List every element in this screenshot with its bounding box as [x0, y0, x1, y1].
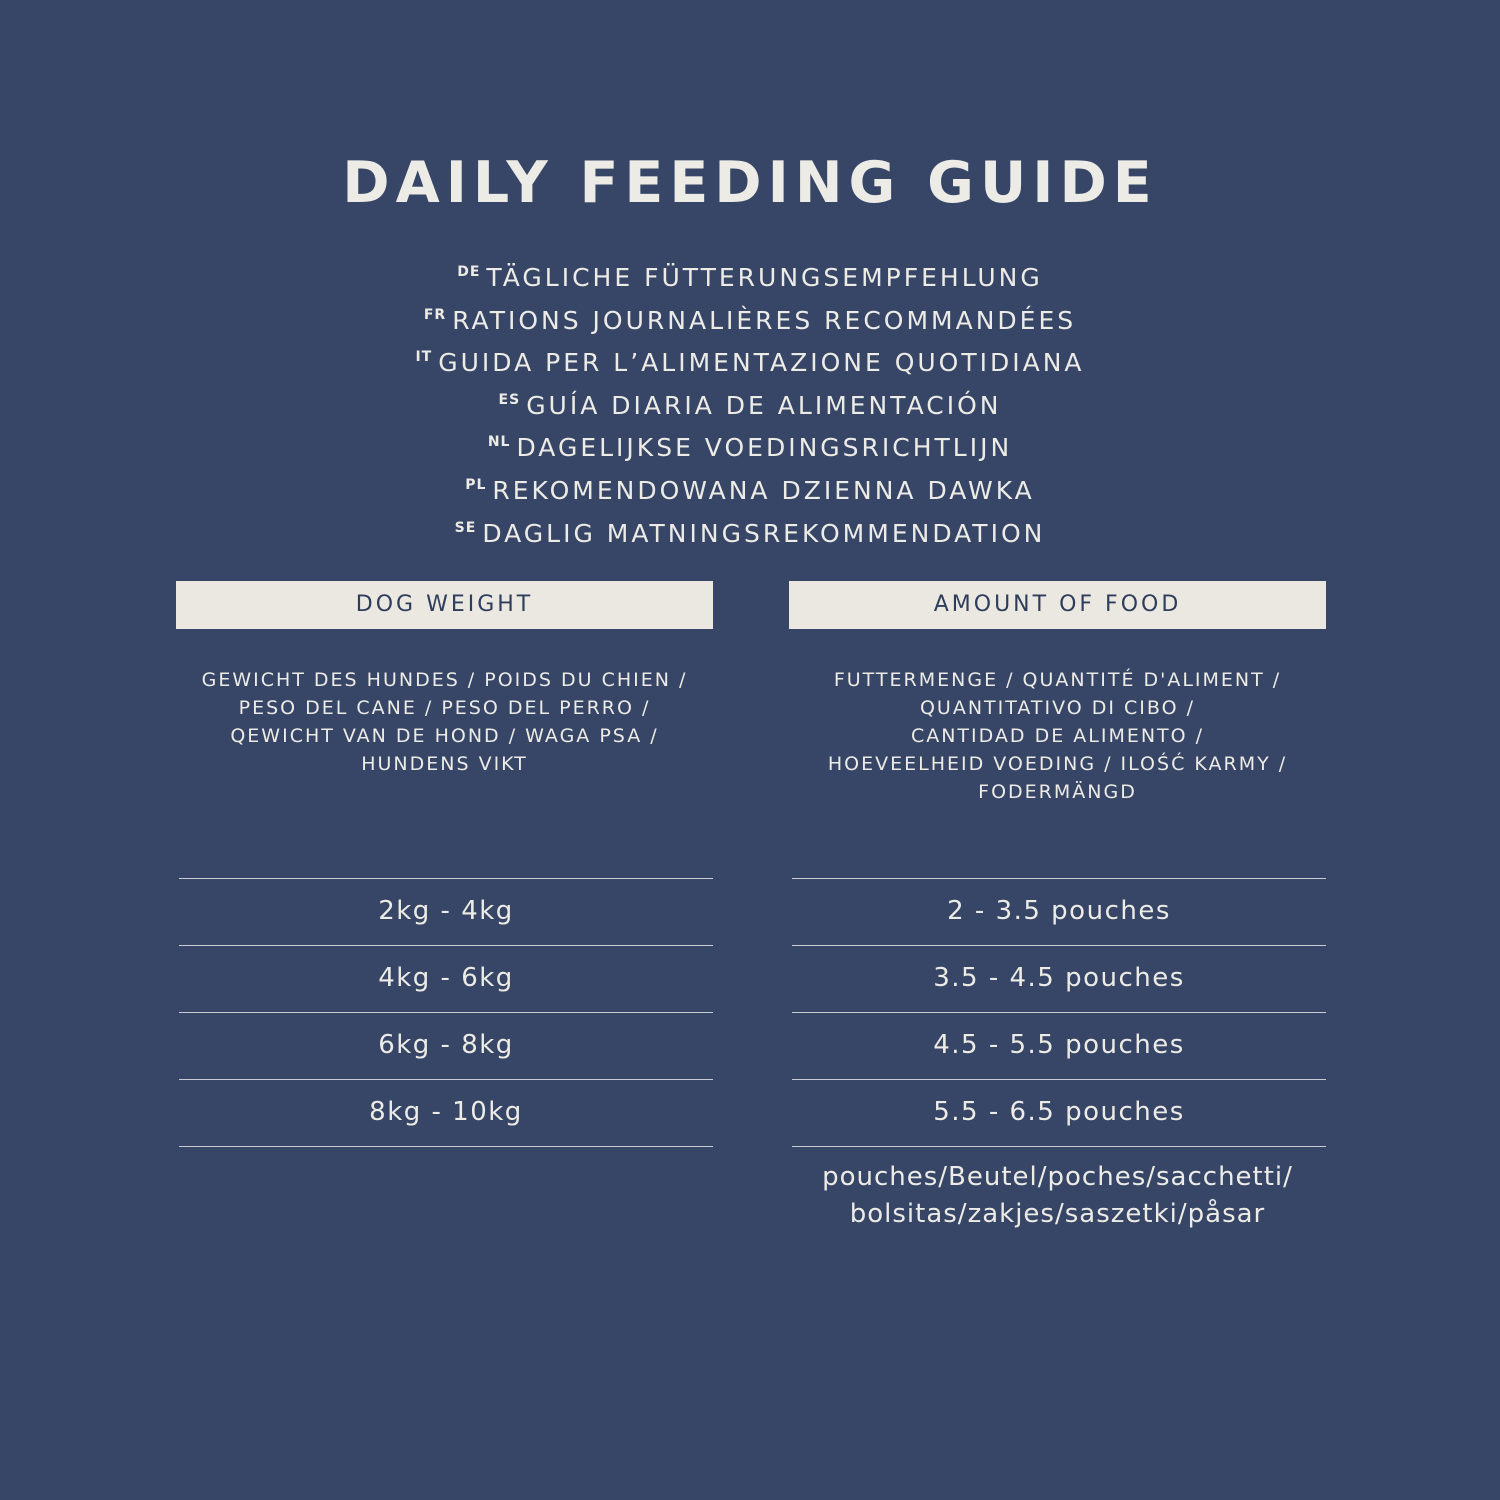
food-row: 3.5 - 4.5 pouches	[792, 945, 1326, 1012]
weight-row: 8kg - 10kg	[179, 1079, 713, 1146]
weight-row: 2kg - 4kg	[179, 878, 713, 945]
weight-row: 6kg - 8kg	[179, 1012, 713, 1079]
translation-text: TÄGLICHE FÜTTERUNGSEMPFEHLUNG	[486, 263, 1043, 292]
translation-text: RATIONS JOURNALIÈRES RECOMMANDÉES	[452, 305, 1077, 335]
language-code: FR	[423, 306, 447, 323]
amount-of-food-translations	[789, 666, 1326, 878]
translation-nl	[0, 424, 1500, 467]
subheading-line: QUANTITATIVO DI CIBO /	[919, 697, 1196, 719]
subheading-line: HUNDENS VIKT	[361, 753, 528, 775]
language-code: PL	[465, 476, 487, 493]
footnote-line: pouches/Beutel/poches/sacchetti/	[822, 1162, 1293, 1192]
subheading-line: GEWICHT DES HUNDES / POIDS DU CHIEN /	[201, 669, 688, 691]
subheading-line: PESO DEL CANE / PESO DEL PERRO /	[238, 697, 651, 719]
dog-weight-rows	[179, 878, 713, 1147]
subheading-line: HOEVEELHEID VOEDING / ILOŚĆ KARMY /	[827, 753, 1288, 775]
translation-es	[0, 382, 1500, 425]
footnote-line: bolsitas/zakjes/saszetki/påsar	[849, 1199, 1266, 1229]
translation-text: GUIDA PER L’ALIMENTAZIONE QUOTIDIANA	[438, 348, 1085, 378]
title-translations	[0, 254, 1500, 552]
subheading-line: QEWICHT VAN DE HOND / WAGA PSA /	[230, 725, 659, 747]
table-divider	[179, 1146, 713, 1147]
subheading-line: FUTTERMENGE / QUANTITÉ D'ALIMENT /	[833, 669, 1282, 691]
pouches-footnote	[789, 1159, 1326, 1233]
translation-de	[0, 254, 1500, 297]
translation-fr	[0, 297, 1500, 340]
language-code: DE	[457, 264, 481, 280]
translation-text: REKOMENDOWANA DZIENNA DAWKA	[492, 475, 1035, 505]
translation-pl	[0, 467, 1500, 510]
translation-text: DAGLIG MATNINGSREKOMMENDATION	[482, 518, 1046, 548]
language-code: NL	[487, 434, 511, 451]
weight-row: 4kg - 6kg	[179, 945, 713, 1012]
translation-se	[0, 510, 1500, 553]
food-row: 4.5 - 5.5 pouches	[792, 1012, 1326, 1079]
subheading-line: CANTIDAD DE ALIMENTO /	[910, 725, 1205, 747]
amount-of-food-header: AMOUNT OF FOOD	[789, 581, 1326, 629]
food-row: 5.5 - 6.5 pouches	[792, 1079, 1326, 1146]
translation-text: GUÍA DIARIA DE ALIMENTACIÓN	[526, 390, 1002, 420]
table-divider	[792, 1146, 1326, 1147]
dog-weight-column	[176, 581, 713, 1147]
subheading-line: FODERMÄNGD	[978, 781, 1137, 803]
amount-of-food-column	[789, 581, 1326, 1233]
dog-weight-header: DOG WEIGHT	[176, 581, 713, 629]
translation-it	[0, 339, 1500, 382]
language-code: IT	[415, 349, 433, 366]
language-code: SE	[454, 519, 477, 536]
food-row: 2 - 3.5 pouches	[792, 878, 1326, 945]
language-code: ES	[498, 391, 521, 408]
amount-of-food-rows	[792, 878, 1326, 1147]
page-title: DAILY FEEDING GUIDE	[342, 150, 1158, 216]
dog-weight-translations	[176, 666, 713, 878]
translation-text: DAGELIJKSE VOEDINGSRICHTLIJN	[516, 433, 1013, 463]
